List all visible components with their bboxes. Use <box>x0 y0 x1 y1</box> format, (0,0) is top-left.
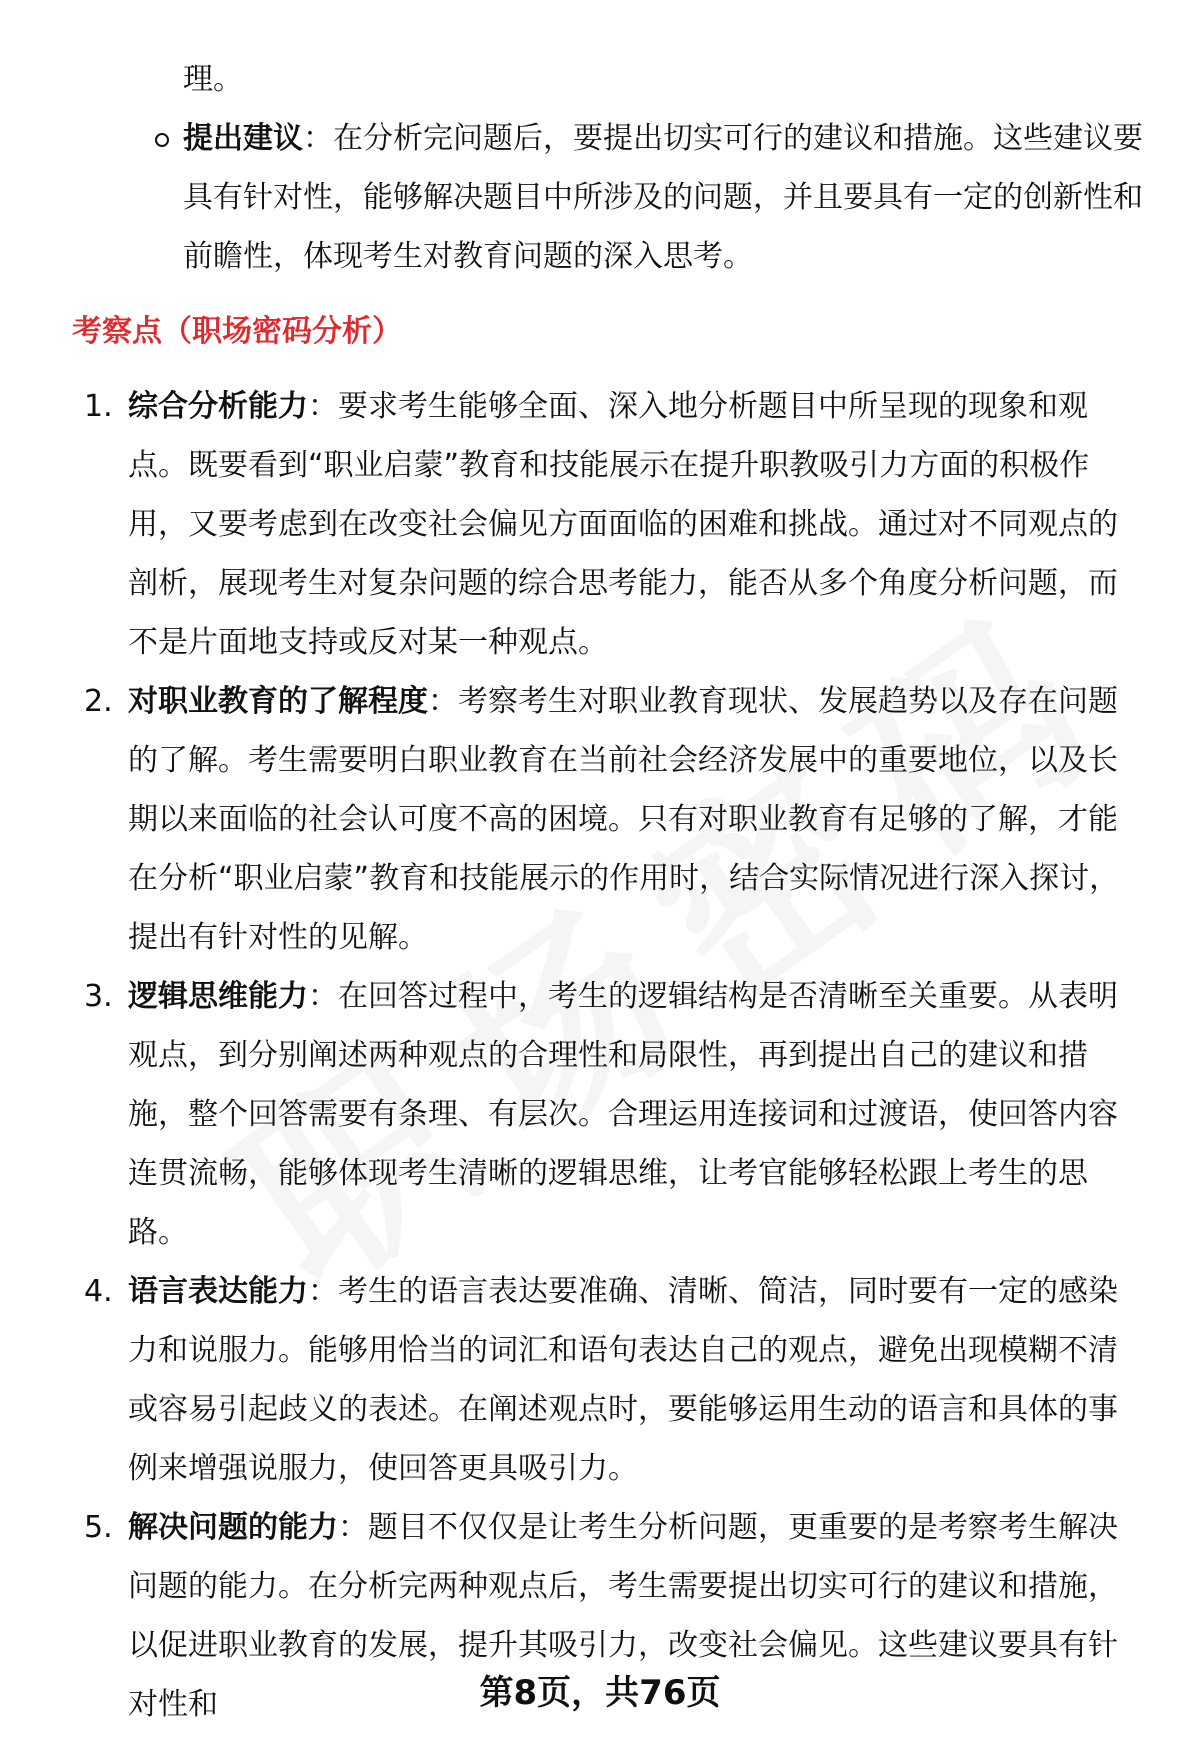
item-text: ：题目不仅仅是让考生分析问题，更重要的是考察考生解决问题的能力。在分析完两种观点后，考生需要提出切实可行的建议和措施，以促进职业教育的发展，提升其吸引力，改变社会偏见。这些建议要具有针对性和 <box>128 1510 1118 1722</box>
bullet-item <box>183 109 1148 286</box>
list-item <box>84 967 1140 1262</box>
bullet-label: 提出建议 <box>183 121 303 156</box>
list-item <box>84 1262 1140 1498</box>
list-item <box>84 672 1140 967</box>
item-number: 3. <box>84 979 113 1014</box>
item-label: 对职业教育的了解程度 <box>128 684 428 719</box>
hollow-circle-bullet-icon <box>155 133 169 147</box>
item-text: ：考生的语言表达要准确、清晰、简洁，同时要有一定的感染力和说服力。能够用恰当的词汇和语句表达自己的观点，避免出现模糊不清或容易引起歧义的表述。在阐述观点时，要能够运用生动的语言和具体的事例来增强说服力，使回答更具吸引力。 <box>128 1274 1118 1486</box>
item-number: 1. <box>84 389 113 424</box>
item-number: 4. <box>84 1274 113 1309</box>
item-number: 2. <box>84 684 113 719</box>
item-label: 语言表达能力 <box>128 1274 308 1309</box>
item-number: 5. <box>84 1510 113 1545</box>
bullet-text: ：在分析完问题后，要提出切实可行的建议和措施。这些建议要具有针对性，能够解决题目中所涉及的问题，并且要具有一定的创新性和前瞻性，体现考生对教育问题的深入思考。 <box>183 121 1143 274</box>
continuation-text: 理。 <box>183 62 243 97</box>
item-label: 逻辑思维能力 <box>128 979 308 1014</box>
item-text: ：在回答过程中，考生的逻辑结构是否清晰至关重要。从表明观点，到分别阐述两种观点的合理性和局限性，再到提出自己的建议和措施，整个回答需要有条理、有层次。合理运用连接词和过渡语，使回答内容连贯流畅，能够体现考生清晰的逻辑思维，让考官能够轻松跟上考生的思路。 <box>128 979 1118 1250</box>
section-title: 考察点（职场密码分析） <box>72 314 402 349</box>
page-number-footer: 第8页，共76页 <box>479 1673 721 1713</box>
item-label: 综合分析能力 <box>128 389 308 424</box>
page-content <box>0 50 1200 1734</box>
list-item <box>84 377 1140 672</box>
item-label: 解决问题的能力 <box>128 1510 338 1545</box>
item-text: ：考察考生对职业教育现状、发展趋势以及存在问题的了解。考生需要明白职业教育在当前社会经济发展中的重要地位，以及长期以来面临的社会认可度不高的困境。只有对职业教育有足够的了解，才能在分析“职业启蒙”教育和技能展示的作用时，结合实际情况进行深入探讨，提出有针对性的见解。 <box>128 684 1120 955</box>
item-text: ：要求考生能够全面、深入地分析题目中所呈现的现象和观点。既要看到“职业启蒙”教育和技能展示在提升职教吸引力方面的积极作用，又要考虑到在改变社会偏见方面面临的困难和挑战。通过对不同观点的剖析，展现考生对复杂问题的综合思考能力，能否从多个角度分析问题，而不是片面地支持或反对某一种观点。 <box>128 389 1118 660</box>
